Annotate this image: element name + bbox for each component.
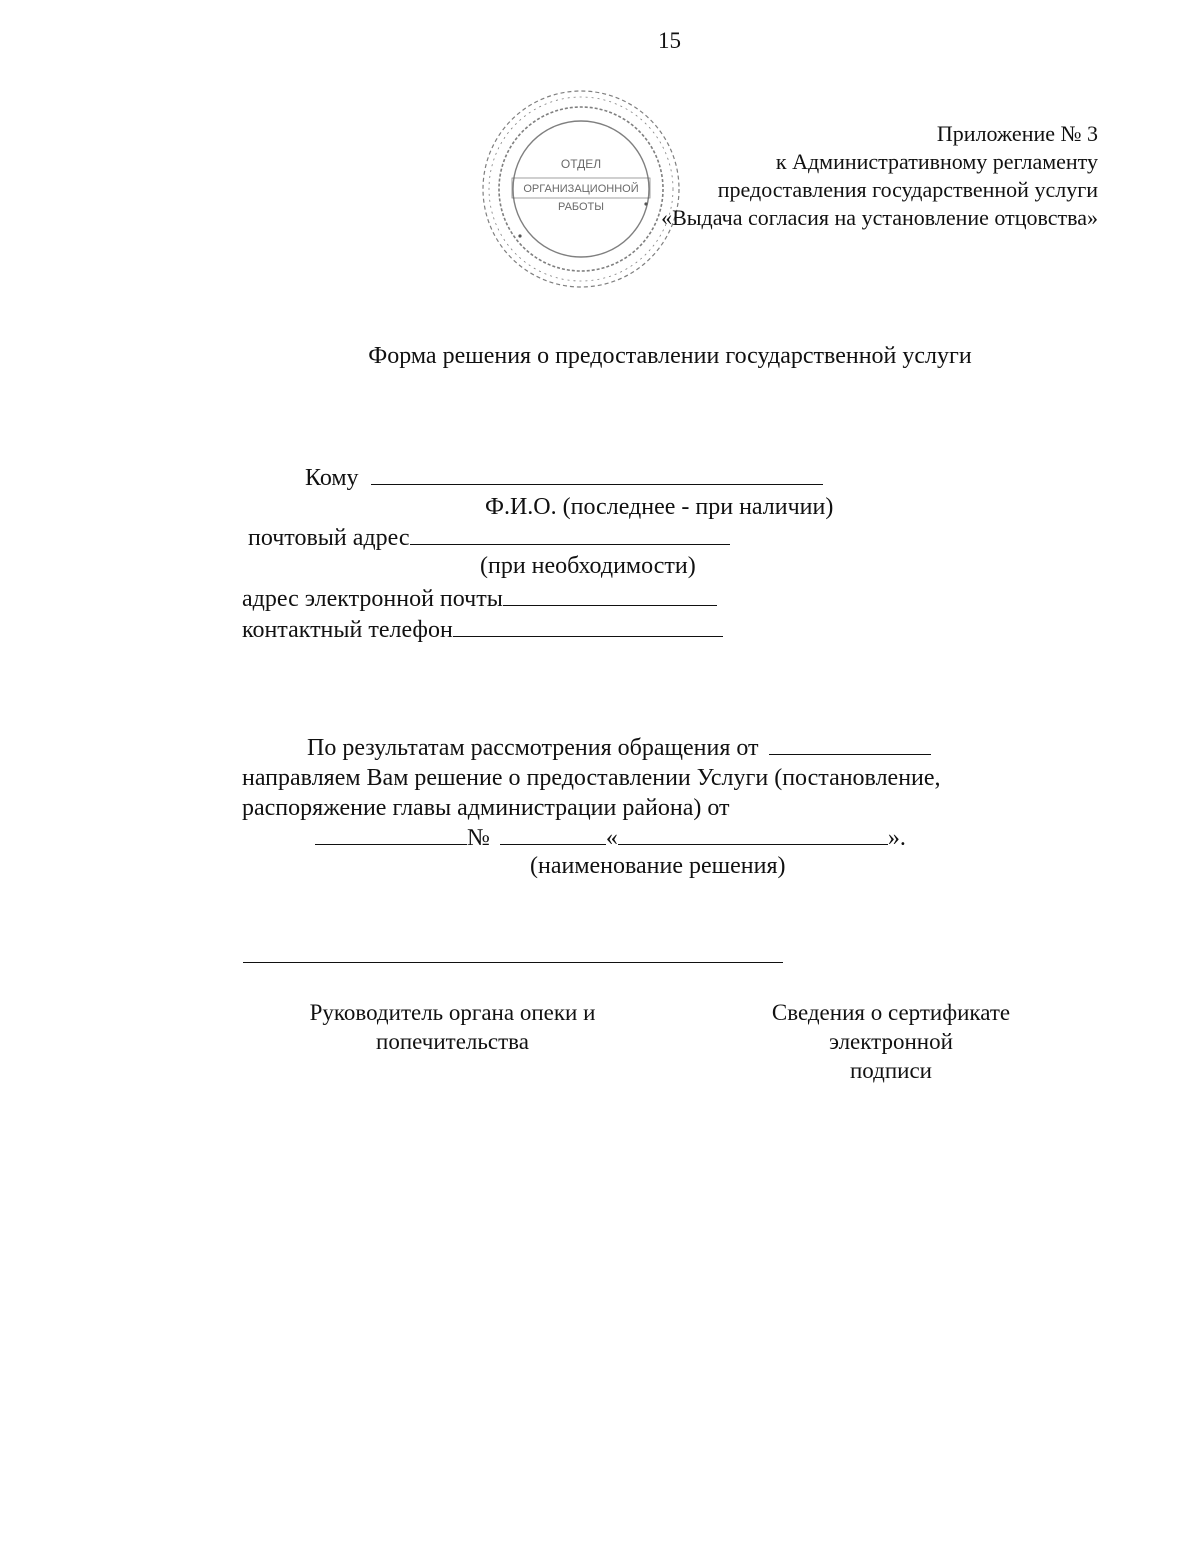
decision-name-field[interactable] (618, 822, 888, 845)
phone-label: контактный телефон (242, 617, 453, 643)
number-sign: № (467, 825, 490, 851)
postal-address-field[interactable] (410, 522, 730, 545)
email-field[interactable] (503, 583, 717, 606)
recipient-name-field[interactable] (371, 462, 823, 485)
head-line-1: Руководитель органа опеки и (309, 1000, 596, 1025)
cert-line-2: электронной (829, 1029, 953, 1054)
cert-line-1: Сведения о сертификате (771, 1000, 1011, 1025)
appendix-line-3: предоставления государственной услуги (717, 177, 1098, 202)
appendix-line-1: Приложение № 3 (936, 121, 1098, 146)
seal-text-3: РАБОТЫ (557, 201, 605, 213)
email-label: адрес электронной почты (242, 586, 503, 612)
body-line-3: распоряжение главы администрации района) от (242, 795, 730, 821)
cert-line-3: подписи (850, 1058, 932, 1083)
close-quote: ». (887, 825, 906, 851)
head-of-guardianship-block (280, 998, 625, 1056)
postal-label: почтовый адрес (248, 525, 410, 551)
body-line-2: направляем Вам решение о предоставлении Услуги (постановление, (242, 765, 941, 791)
postal-row (248, 522, 730, 552)
seal-text-1: ОТДЕЛ (560, 157, 602, 171)
decision-note: (наименование решения) (530, 853, 786, 879)
page-number: 15 (658, 28, 681, 53)
body-line-1-text: По результатам рассмотрения обращения от (307, 735, 759, 761)
email-row (242, 583, 717, 613)
seal-text-2: ОРГАНИЗАЦИОННОЙ (523, 183, 639, 195)
form-title: Форма решения о предоставлении государственной услуги (368, 343, 972, 369)
open-quote: « (605, 825, 618, 851)
request-date-field[interactable] (769, 732, 931, 755)
certificate-info-block (752, 998, 1030, 1085)
fio-note: Ф.И.О. (последнее - при наличии) (485, 494, 834, 520)
postal-note: (при необходимости) (480, 553, 696, 579)
recipient-row (305, 462, 823, 492)
appendix-header (661, 120, 1098, 232)
body-line-1 (307, 732, 931, 762)
phone-row (242, 614, 723, 644)
official-seal-stamp (478, 86, 684, 292)
appendix-line-2: к Административному регламенту (775, 149, 1098, 174)
decision-details-row (315, 822, 906, 852)
phone-field[interactable] (453, 614, 723, 637)
head-line-2: попечительства (376, 1029, 529, 1054)
decision-number-field[interactable] (500, 822, 606, 845)
to-label: Кому (305, 465, 359, 491)
decision-date-field[interactable] (315, 822, 467, 845)
signature-line[interactable] (243, 962, 783, 963)
appendix-line-4: «Выдача согласия на установление отцовства» (661, 205, 1098, 230)
